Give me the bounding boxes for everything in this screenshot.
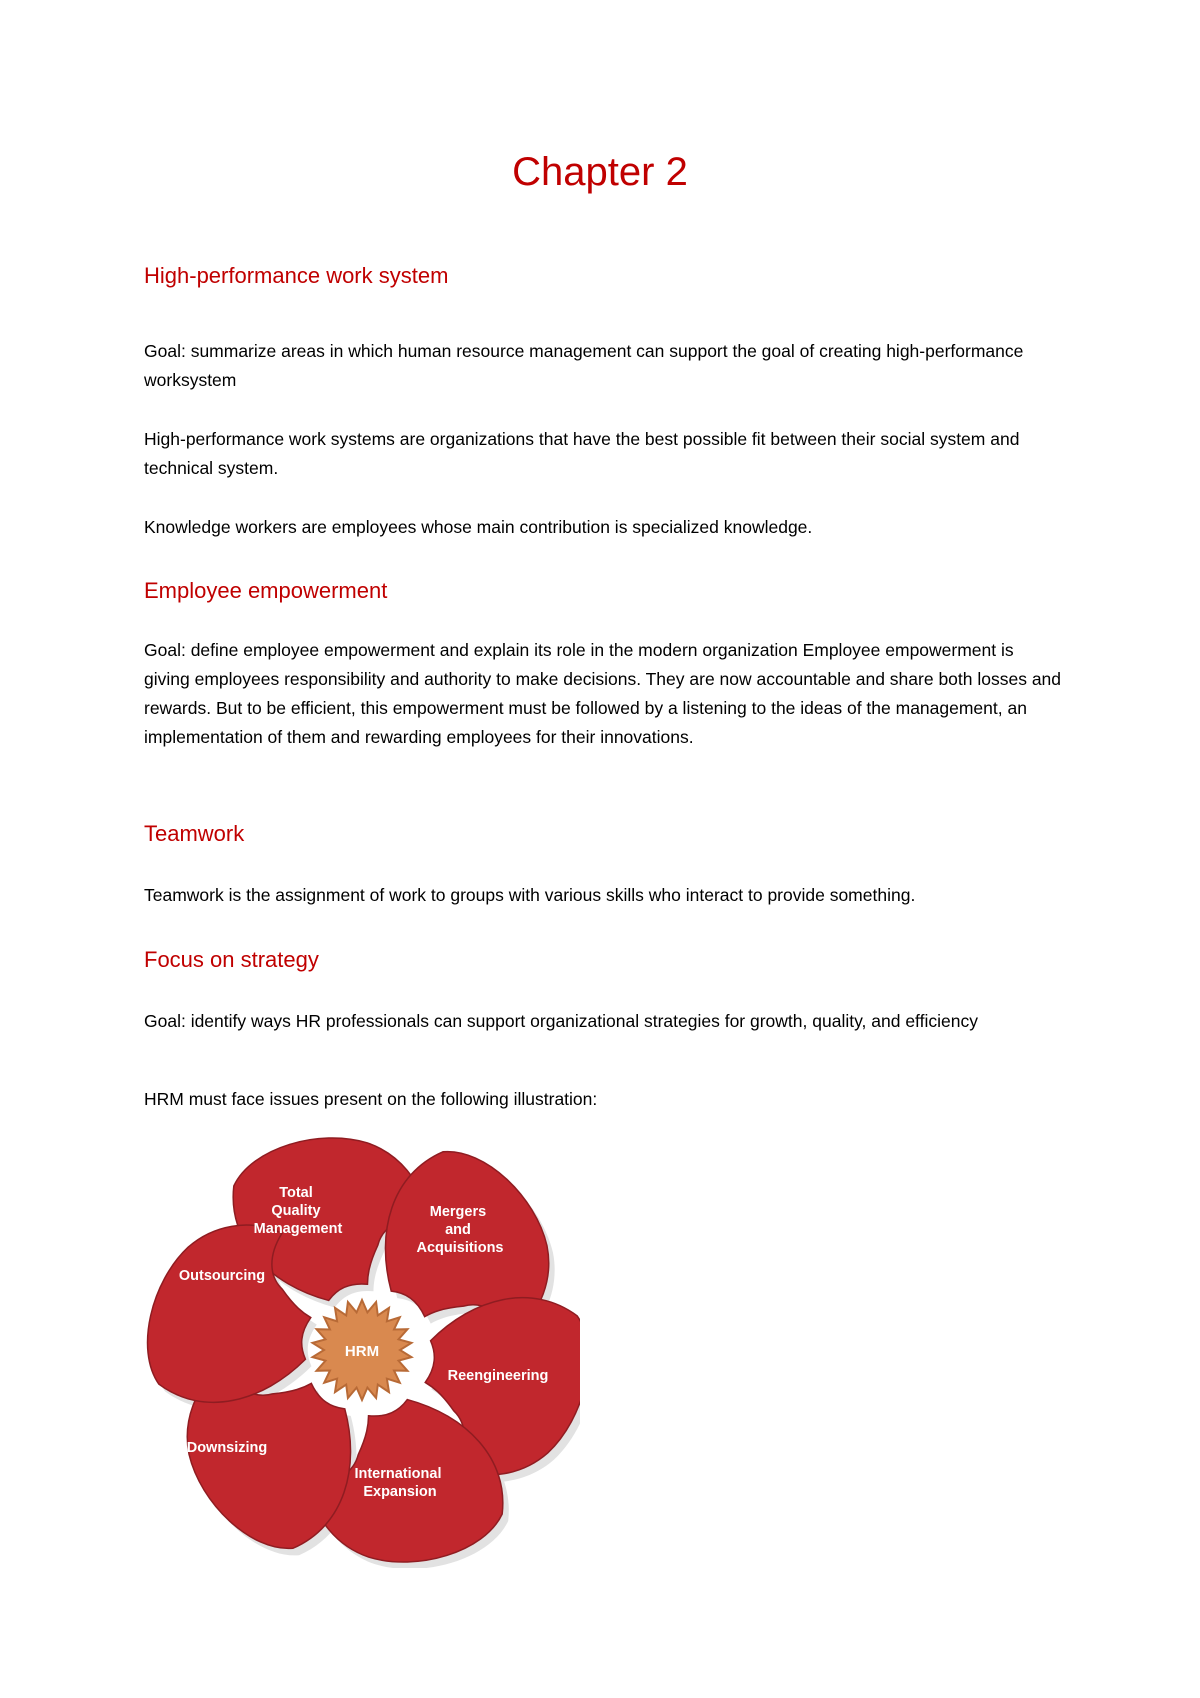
label-mergers-and-acquisitions: Mergers and Acquisitions	[416, 1204, 504, 1256]
hrm-issues-illustration	[140, 1118, 580, 1568]
chapter-title: Chapter 2	[512, 150, 688, 194]
section-heading-focus-on-strategy: Focus on strategy	[144, 947, 319, 972]
label-international-expansion: International Expansion	[354, 1466, 442, 1500]
label-downsizing: Downsizing	[186, 1440, 268, 1456]
paragraph-hpws-goal: Goal: summarize areas in which human resource management can support the goal of creating high-performance worksystem	[144, 341, 1024, 390]
paragraph-strategy-goal: Goal: identify ways HR professionals can support organizational strategies for growth, quality, and efficiency	[144, 1011, 978, 1031]
hrm-pinwheel-diagram	[140, 1118, 580, 1568]
paragraph-empowerment: Goal: define employee empowerment and explain its role in the modern organization Employee empowerment is giving employees responsibility and authority to make decisions. They are now accountable and share both losses and rewards. But to be efficient, this empowerment must be followed by a listening to the ideas of the management, an implementation of them and rewarding employees for their innovations.	[144, 640, 1062, 747]
section-heading-teamwork: Teamwork	[144, 821, 245, 846]
hrm-center-label: HRM	[344, 1343, 380, 1360]
section-heading-high-performance: High-performance work system	[144, 263, 449, 288]
hrm-starburst	[313, 1300, 412, 1400]
paragraph-knowledge-workers: Knowledge workers are employees whose main contribution is specialized knowledge.	[144, 517, 813, 537]
paragraph-hpws-definition: High-performance work systems are organizations that have the best possible fit between their social system and technical system.	[144, 429, 1020, 478]
paragraph-teamwork: Teamwork is the assignment of work to groups with various skills who interact to provide something.	[144, 885, 916, 905]
label-outsourcing: Outsourcing	[178, 1268, 266, 1284]
paragraph-illustration-intro: HRM must face issues present on the following illustration:	[144, 1089, 598, 1109]
label-reengineering: Reengineering	[447, 1368, 549, 1384]
section-heading-employee-empowerment: Employee empowerment	[144, 578, 388, 603]
label-total-quality-management: Total Quality Management	[253, 1185, 343, 1237]
